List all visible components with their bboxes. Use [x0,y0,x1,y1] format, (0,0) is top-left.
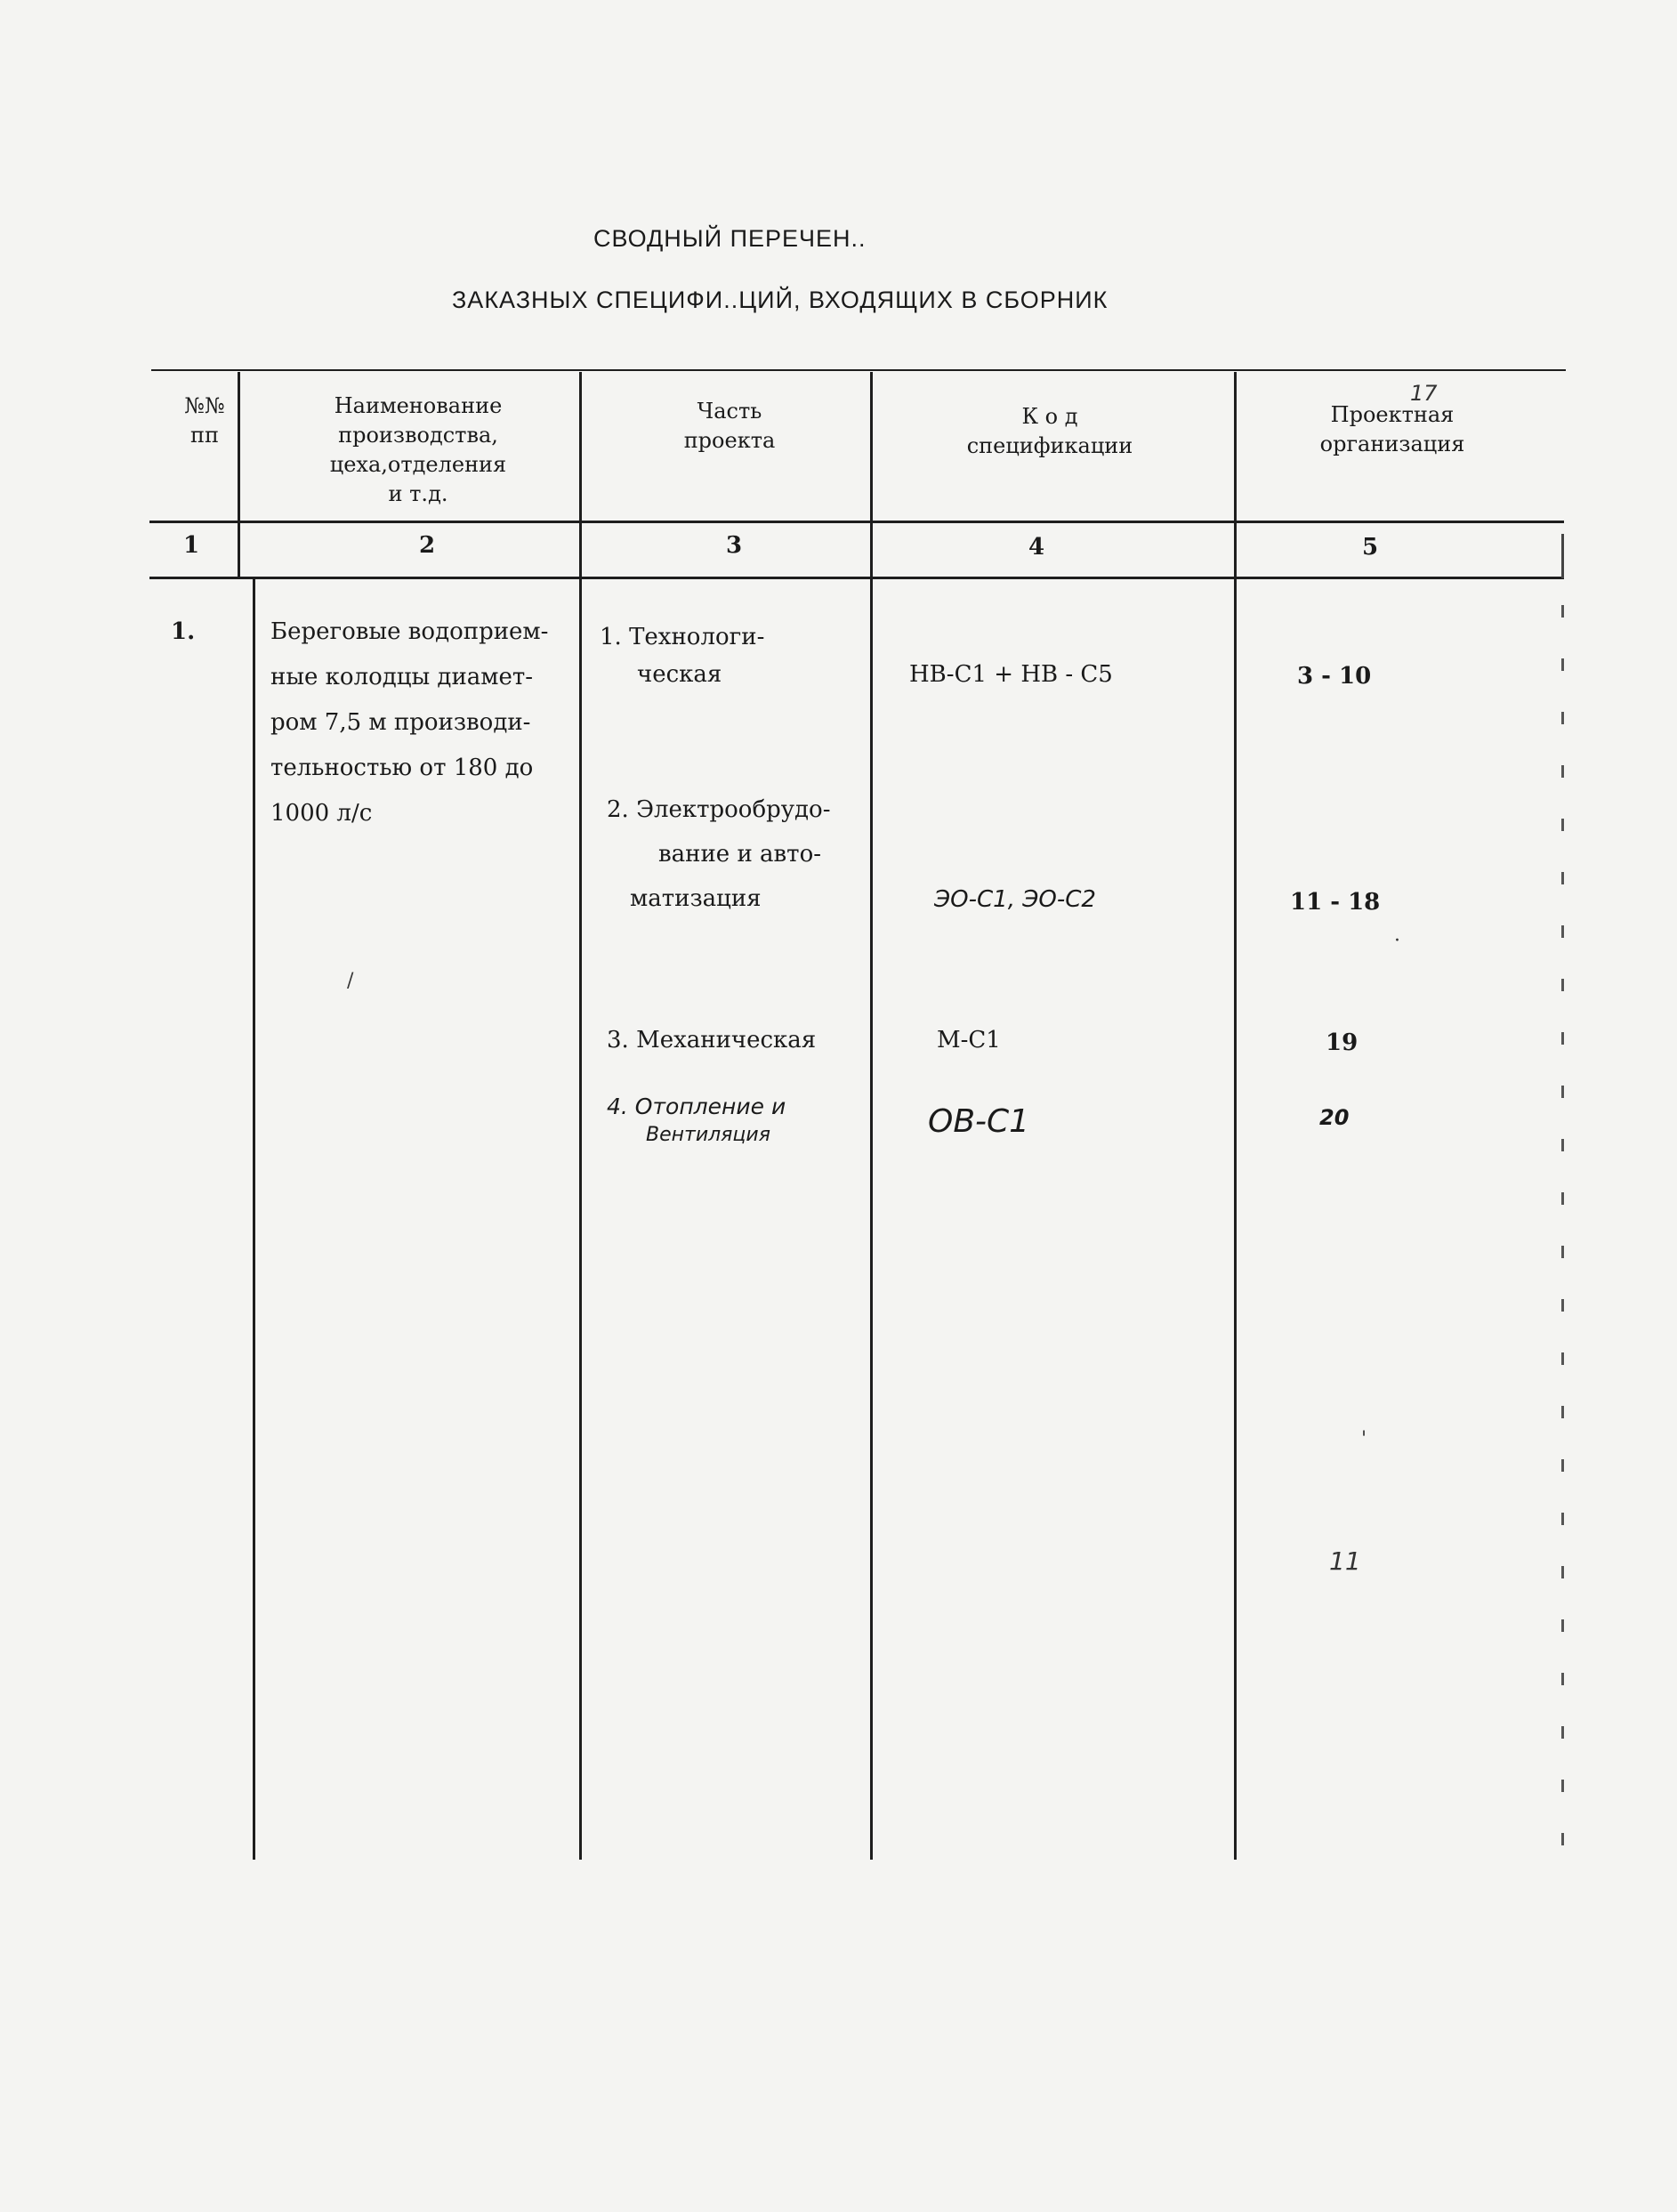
row-number: 1. [171,618,196,645]
header-col5 [1281,400,1504,459]
header-col4 [916,402,1183,461]
col-number-1: 1 [182,532,200,559]
header-col2 [285,392,552,509]
row-name-line5: 1000 л/с [270,800,373,827]
doc-title-line2: ЗАКАЗНЫХ СПЕЦИФИ..ЦИЙ, ВХОДЯЩИХ В СБОРНИК [452,287,1109,313]
part-1-code: НВ-С1 + НВ - С5 [909,661,1113,688]
part-3-line1: 3. Механическая [607,1027,817,1054]
part-3-code: М-С1 [937,1027,1001,1054]
part-4 [607,1093,786,1150]
col-divider-3 [870,372,873,1860]
header-col5-line1: Проектная [1330,402,1455,427]
header-col3 [605,397,854,456]
row-name [270,610,548,836]
doc-title-line1: СВОДНЫЙ ПЕРЕЧЕН.. [593,225,867,252]
part-2 [607,787,831,921]
header-divider [149,521,1564,523]
header-col3-line1: Часть [697,399,762,424]
part-4-line2: Вентиляция [646,1124,770,1146]
part-4-line1: 4. Отопление и [607,1094,786,1119]
header-col2-line2: производства, [338,423,498,448]
col-divider-1b [253,577,255,1860]
header-col1-line2: пп [190,423,219,448]
part-1-line2: ческая [637,661,722,688]
part-2-code: ЭО-С1, ЭО-С2 [934,886,1096,913]
part-1 [600,618,764,693]
col-divider-2 [579,372,582,1860]
part-4-pages: 20 [1319,1105,1350,1130]
col-number-3: 3 [725,532,743,559]
table-top-border [151,369,1566,371]
part-3 [607,1019,816,1062]
row-name-line4: тельностью от 180 до [270,755,534,781]
part-2-line1: 2. Электрообрудо- [607,796,831,823]
header-col5-line2: организация [1319,432,1465,456]
scan-speck: · [1394,930,1400,952]
header-col2-line3: цеха,отделения [329,452,507,477]
header-col2-line1: Наименование [334,393,503,418]
col-divider-4 [1234,372,1237,1860]
col-number-4: 4 [1028,534,1045,561]
row-name-line2: ные колодцы диамет- [270,664,534,690]
right-edge-mark [1561,534,1564,578]
part-2-line3: матизация [630,885,762,912]
row-name-line1: Береговые водоприем- [270,618,549,645]
page-number-mark-top: 17 [1410,381,1438,406]
header-col4-line2: спецификации [966,433,1133,458]
part-2-line2: вание и авто- [658,841,822,868]
numbers-divider [149,577,1564,579]
part-2-pages: 11 - 18 [1290,889,1381,916]
col-number-2: 2 [418,532,436,559]
header-col4-line1: К о д [1021,404,1078,429]
part-1-line1: 1. Технологи- [600,624,765,650]
header-col2-line4: и т.д. [388,481,448,506]
scan-speck: / [347,970,354,992]
col-number-5: 5 [1361,534,1379,561]
part-3-pages: 19 [1326,1029,1359,1056]
header-col1-line1: №№ [184,393,225,418]
row-name-line3: ром 7,5 м производи- [270,709,531,736]
right-edge-dashes [1561,605,1564,1851]
part-4-code: ОВ-С1 [928,1103,1030,1140]
header-col3-line2: проекта [683,428,776,453]
page-number-mark-bottom: 11 [1329,1546,1361,1576]
header-col1 [160,392,249,450]
scan-speck: ' [1361,1428,1367,1450]
part-1-pages: 3 - 10 [1297,663,1372,690]
